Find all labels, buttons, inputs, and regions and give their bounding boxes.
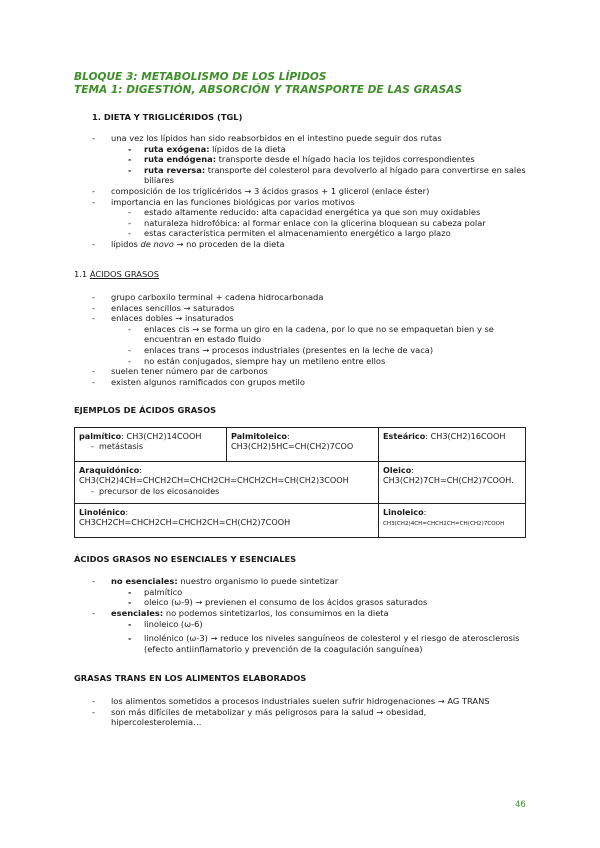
section-1-title: 1. DIETA Y TRIGLICÉRIDOS (TGL): [92, 112, 243, 122]
list-item: - grupo carboxilo terminal + cadena hidrocarbonada: [92, 292, 532, 303]
list-item: - enlaces sencillos → saturados: [92, 303, 532, 314]
list-item: - no esenciales: nuestro organismo lo puede sintetizar: [92, 576, 532, 587]
list-item: - ruta reversa: transporte del colesterol para devolverlo al hígado para convertirse en sales biliares: [144, 165, 532, 186]
list-item: - lípidos de novo → no proceden de la dieta: [92, 239, 532, 250]
list-item: - esenciales: no podemos sintetizarlos, los consumimos en la dieta: [92, 608, 532, 619]
list-item: - importancia en las funciones biológicas por varios motivos: [92, 197, 532, 208]
cell-palmitico: palmítico: CH3(CH2)14COOH - metástasis: [75, 428, 227, 462]
examples-heading: EJEMPLOS DE ÁCIDOS GRASOS: [74, 405, 217, 415]
list-item: - enlaces dobles → insaturados: [92, 313, 532, 324]
list-item: - linolénico (ω-3) → reduce los niveles sanguíneos de colesterol y el riesgo de aterosclerosis (efecto antiinflamatorio y prevención de la coagulación sanguínea): [144, 633, 530, 654]
trans-heading: GRASAS TRANS EN LOS ALIMENTOS ELABORADOS: [74, 673, 307, 683]
cell-linoleico: Linoleico: CH3(CH2)4CH=CHCH2CH=CH(CH2)7COOH: [379, 504, 526, 538]
list-item: - son más difíciles de metabolizar y más peligrosos para la salud → obesidad, hipercolesterolemia…: [92, 707, 511, 728]
cell-palmitoleico: Palmitoleico: CH3(CH2)5HC=CH(CH2)7COO: [227, 428, 379, 462]
list-item: - enlaces trans → procesos industriales (presentes en la leche de vaca): [144, 345, 532, 356]
list-item: - oleico (ω-9) → previenen el consumo de los ácidos grasos saturados: [144, 597, 532, 608]
list-item: - existen algunos ramificados con grupos metilo: [92, 377, 532, 388]
topic-title: TEMA 1: DIGESTIÓN, ABSORCIÓN Y TRANSPORTE DE LAS GRASAS: [74, 84, 463, 96]
essential-list: [92, 576, 532, 654]
essential-heading: ÁCIDOS GRASOS NO ESENCIALES Y ESENCIALES: [74, 554, 297, 564]
list-item: - suelen tener número par de carbonos: [92, 366, 532, 377]
list-item: - naturaleza hidrofóbica: al formar enlace con la glicerina bloquean su cabeza polar: [144, 218, 532, 229]
list-item: - composición de los triglicéridos → 3 ácidos grasos + 1 glicerol (enlace éster): [92, 186, 532, 197]
list-item: - estas característica permiten el almacenamiento energético a largo plazo: [144, 228, 532, 239]
trans-list: [92, 696, 532, 728]
list-item: - ruta endógena: transporte desde el hígado hacia los tejidos correspondientes: [144, 154, 532, 165]
cell-oleico: Oleico: CH3(CH2)7CH=CH(CH2)7COOH.: [379, 462, 526, 504]
fatty-acid-examples-table: [74, 427, 526, 538]
section-1-list: [92, 133, 532, 250]
section-1-1-title: 1.1 ÁCIDOS GRASOS: [74, 269, 160, 279]
block-title: BLOQUE 3: METABOLISMO DE LOS LÍPIDOS: [74, 71, 327, 83]
cell-estearico: Esteárico: CH3(CH2)16COOH: [379, 428, 526, 462]
list-item: - linoleico (ω-6): [144, 619, 532, 630]
list-item: - palmítico: [144, 587, 532, 598]
list-item: - una vez los lípidos han sido reabsorbidos en el intestino puede seguir dos rutas: [92, 133, 532, 144]
list-item: - enlaces cis → se forma un giro en la cadena, por lo que no se empaquetan bien y se encuentran en estado fluido: [144, 324, 530, 345]
list-item: - los alimentos sometidos a procesos industriales suelen sufrir hidrogenaciones → AG TRANS: [92, 696, 532, 707]
section-1-1-list: [92, 292, 532, 387]
list-item: - estado altamente reducido: alta capacidad energética ya que son muy oxidables: [144, 207, 532, 218]
cell-linolenico: Linolénico: CH3CH2CH=CHCH2CH=CHCH2CH=CH(CH2)7COOH: [75, 504, 379, 538]
cell-araquidonico: Araquidónico: CH3(CH2)4CH=CHCH2CH=CHCH2CH=CHCH2CH=CH(CH2)3COOH - precursor de los eicosanoides: [75, 462, 379, 504]
list-item: - no están conjugados, siempre hay un metileno entre ellos: [144, 356, 532, 367]
list-item: - ruta exógena: lípidos de la dieta: [144, 144, 532, 155]
page-number: 46: [515, 800, 526, 810]
